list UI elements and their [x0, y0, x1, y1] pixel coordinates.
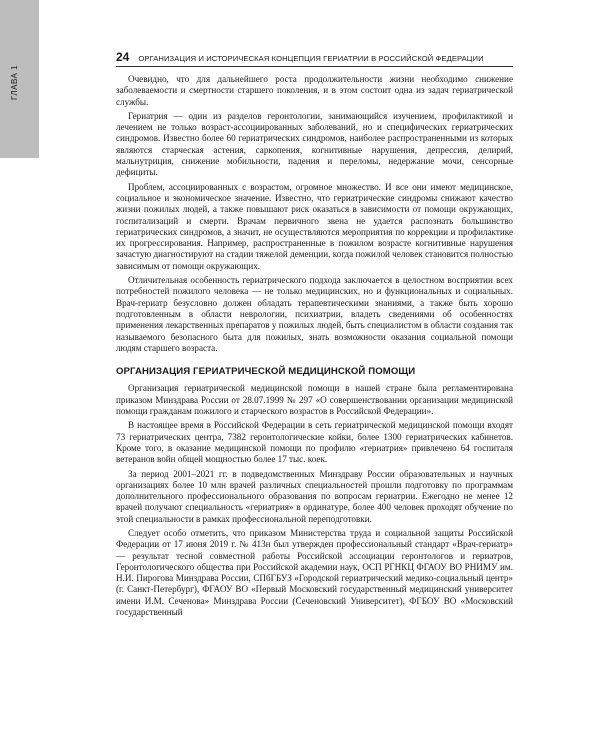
header-rule	[116, 66, 513, 67]
page-number: 24	[116, 50, 130, 64]
paragraph: Проблем, ассоциированных с возрастом, огромное множество. И все они имеют медицинское, социальное и экономическое значение. Известно, что гериатрические синдромы снижают качество жизни пожилых людей, а также повышают риск оказаться в зависимости от помощи окружающих, госпитализаций и смерти. Врачам первичного звена не удается распознать большинство гериатрических синдромов, а значит, не осуществляются мероприятия по коррекции и профилактике их прогрессирования. Например, распространенные в пожилом возрасте когнитивные нарушения зачастую диагностируют на стадии тяжелой деменции, когда пожилой человек становится полностью зависимым от помощи окружающих.	[116, 181, 513, 271]
paragraph: Отличительная особенность гериатрического подхода заключается в целостном восприятии всех потребностей пожилого человека — не только медицинских, но и функциональных и социальных. Врач-гериатр безусловно должен обладать терапевтическими знаниями, а также быть хорошо подготовленным в области неврологии, психиатрии, владеть сведениями об особенностях применения лекарственных препаратов у пожилых людей, быть специалистом в области создания так называемого безопасного быта для пожилых, знать возможности оказания социальной помощи людям старшего возраста.	[116, 275, 513, 353]
paragraph: Следует особо отметить, что приказом Министерства труда и социальной защиты Российской Федерации от 17 июня 2019 г. № 413н был утвержден профессиональный стандарт «Врач-гериатр» — результат тесной совместной работы Российской ассоциации геронтологов и гериатров, Геронтологического общества при Российской академии наук, ОСП РГНКЦ ФГАОУ ВО РНИМУ им. Н.И. Пирогова Минздрава России, СПбГБУЗ «Городской гериатрический медико-социальный центр» (г. Санкт-Петербург), ФГАОУ ВО «Первый Московский государственный медицинский университет имени И.М. Сеченова» Минздрава России (Сеченовский Университет), ФГБОУ ВО «Московский государственный	[116, 527, 513, 618]
chapter-label: ГЛАВА 1	[10, 64, 19, 100]
paragraph: Очевидно, что для дальнейшего роста продолжительности жизни необходимо снижение заболеваемости и смертности старшего поколения, и в этом состоит одна из задач гериатрической службы.	[116, 74, 513, 107]
paragraph: В настоящее время в Российской Федерации в сеть гериатрической медицинской помощи входят 73 гериатрических центра, 7382 геронтологические койки, более 1300 гериатрических кабинетов. Кроме того, в оказание медицинской помощи по профилю «гериатрия» привлечено 64 госпиталя ветеранов войн общей мощностью более 17 тыс. коек.	[116, 420, 513, 465]
paragraph: Организация гериатрической медицинской помощи в нашей стране была регламентирована приказом Минздрава России от 28.07.1999 № 297 «О совершенствовании организации медицинской помощи гражданам пожилого и старческого возрастов в Российской Федерации».	[116, 383, 513, 417]
running-title: ОРГАНИЗАЦИЯ И ИСТОРИЧЕСКАЯ КОНЦЕПЦИЯ ГЕРИАТРИИ В РОССИЙСКОЙ ФЕДЕРАЦИИ	[138, 54, 484, 63]
body-text	[116, 74, 513, 621]
paragraph: За период 2001–2021 гг. в подведомственных Минздраву России образовательных и научных организациях более 10 млн врачей различных специальностей прошли подготовку по программам дополнительного профессионального образования по вопросам гериатрии. Ежегодно не менее 12 врачей получают специальность «гериатрия» в ординатуре, более 400 человек проходят обучение по этой специальности в рамках профессиональной переподготовки.	[116, 468, 513, 524]
chapter-side-tab	[0, 0, 39, 158]
paragraph: Гериатрия — один из разделов геронтологии, занимающийся изучением, профилактикой и лечением не только возраст-ассоциированных заболеваний, но и специфических гериатрических синдромов. Известно более 60 гериатрических синдромов, наиболее распространенными из которых являются старческая астения, саркопения, когнитивные нарушения, депрессия, делирий, мальнутриция, снижение мобильности, падения и переломы, недержание мочи, сенсорные дефициты.	[116, 110, 513, 178]
section-heading: ОРГАНИЗАЦИЯ ГЕРИАТРИЧЕСКОЙ МЕДИЦИНСКОЙ ПОМОЩИ	[116, 366, 416, 378]
running-header	[116, 50, 516, 64]
